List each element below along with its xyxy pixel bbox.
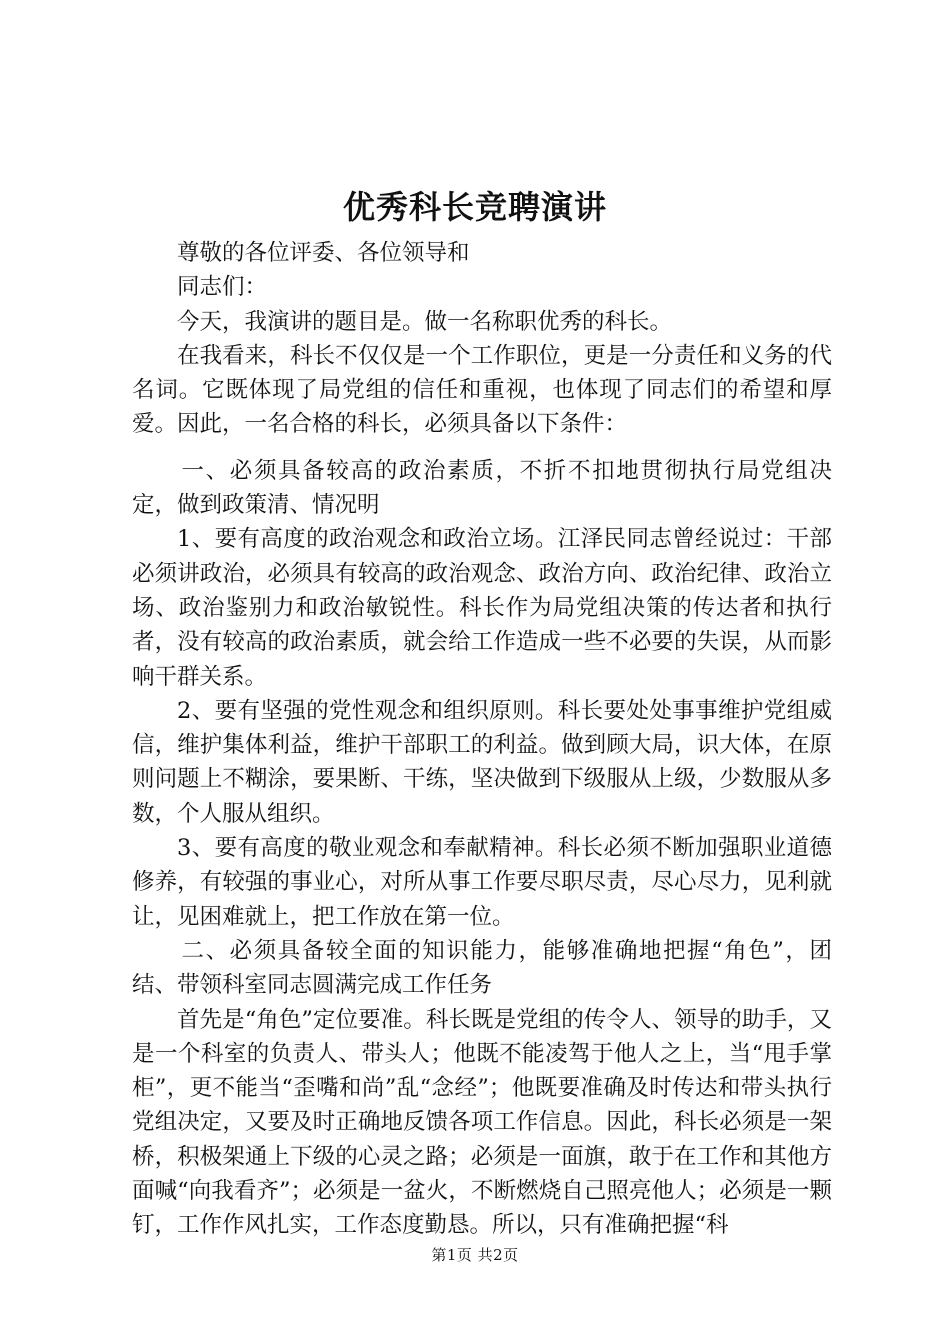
speech-topic-paragraph: 今天，我演讲的题目是。做一名称职优秀的科长。	[177, 308, 673, 335]
point-paragraph-3: 3、要有高度的敬业观念和奉献精神。科长必须不断加强职业道德修养，有较强的事业心，对所从事工作要尽职尽责，尽心尽力，见利就让，见困难就上，把工作放在第一位。	[132, 835, 832, 930]
document-body	[132, 236, 832, 1243]
point-paragraph-2: 2、要有坚强的党性观念和组织原则。科长要处处事事维护党组威信，维护集体利益，维护干部职工的利益。做到顾大局，识大体，在原则问题上不糊涂，要果断、干练，坚决做到下级服从上级，少数服从多数，个人服从组织。	[132, 697, 832, 827]
greeting-line-2: 同志们：	[177, 274, 268, 301]
section-heading-1: 一、必须具备较高的政治素质，不折不扣地贯彻执行局党组决定，做到政策清、情况明	[132, 457, 832, 519]
page-footer: 第1页 共2页	[431, 1246, 519, 1264]
point-paragraph-1: 1、要有高度的政治观念和政治立场。江泽民同志曾经说过：干部必须讲政治，必须具有较高的政治观念、政治方向、政治纪律、政治立场、政治鉴别力和政治敏锐性。科长作为局党组决策的传达者和执行者，没有较高的政治素质，就会给工作造成一些不必要的失误，从而影响干群关系。	[132, 526, 832, 690]
role-positioning-paragraph: 首先是“角色”定位要准。科长既是党组的传令人、领导的助手，又是一个科室的负责人、带头人；他既不能凌驾于他人之上，当“甩手掌柜”，更不能当“歪嘴和尚”乱“念经”；他既要准确及时传达和带头执行党组决定，又要及时正确地反馈各项工作信息。因此，科长必须是一架桥，积极架通上下级的心灵之路；必须是一面旗，敢于在工作和其他方面喊“向我看齐”；必须是一盆火，不断燃烧自己照亮他人；必须是一颗钉，工作作风扎实，工作态度勤恳。所以，只有准确把握“科	[132, 1006, 832, 1239]
section-heading-2: 二、必须具备较全面的知识能力，能够准确地把握“角色”，团结、带领科室同志圆满完成工作任务	[132, 937, 832, 999]
intro-paragraph: 在我看来，科长不仅仅是一个工作职位，更是一分责任和义务的代名词。它既体现了局党组的信任和重视，也体现了同志们的希望和厚爱。因此，一名合格的科长，必须具备以下条件：	[132, 342, 832, 438]
document-title: 优秀科长竞聘演讲	[342, 188, 607, 226]
greeting-line-1: 尊敬的各位评委、各位领导和	[177, 240, 470, 266]
